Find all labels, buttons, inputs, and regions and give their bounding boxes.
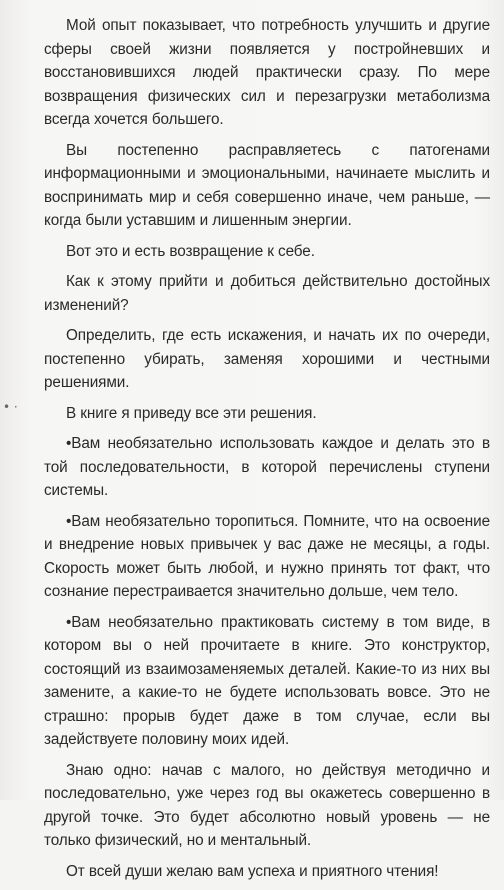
margin-mark: • · — [3, 400, 18, 414]
paragraph-3: Вот это и есть возвращение к себе. — [66, 242, 315, 260]
paragraph-6: В книге я приведу все эти решения. — [66, 404, 317, 422]
paragraph-7: Знаю одно: начав с малого, но действуя методично и последовательно, уже через год вы окажетесь совершенно в другой точке. Это будет абсолютно новый уровень — не только физический, но и ментальный. — [44, 761, 490, 849]
bullet-paragraph-1: •Вам необязательно использовать каждое и делать это в той последовательности, в которой перечислены ступени системы. — [44, 435, 490, 499]
bullet-paragraph-2: •Вам необязательно торопиться. Помните, что на освоение и внедрение новых привычек у вас даже не месяцы, а годы. Скорость может быть любой, и нужно принять тот факт, что сознание перестраивается значительно дольше, чем тело. — [44, 512, 490, 600]
page-text — [44, 14, 490, 890]
paragraph-2: Вы постепенно расправляетесь с патогенами информационными и эмоциональными, начинаете мыслить и воспринимать мир и себя совершенно иначе, чем раньше, — когда были уставшим и лишенным энергии. — [44, 141, 490, 229]
paragraph-4: Как к этому прийти и добиться действительно достойных изменений? — [44, 273, 490, 314]
bullet-paragraph-3: •Вам необязательно практиковать систему в том виде, в котором вы о ней прочитаете в книге. Это конструктор, состоящий из взаимозаменяемых деталей. Какие-то из них вы замените, а какие-то не будете использовать вовсе. Это не страшно: прорыв будет даже в том случае, если вы задействуете половину моих идей. — [44, 613, 490, 748]
paragraph-8: От всей души желаю вам успеха и приятного чтения! — [66, 862, 439, 880]
paragraph-1: Мой опыт показывает, что потребность улучшить и другие сферы своей жизни появляется у постройневших и восстановившихся людей практически сразу. По мере возвращения физических сил и перезагрузки метаболизма всегда хочется большего. — [44, 17, 490, 128]
paragraph-5: Определить, где есть искажения, и начать их по очереди, постепенно убирать, заменяя хорошими и честными решениями. — [44, 327, 490, 391]
